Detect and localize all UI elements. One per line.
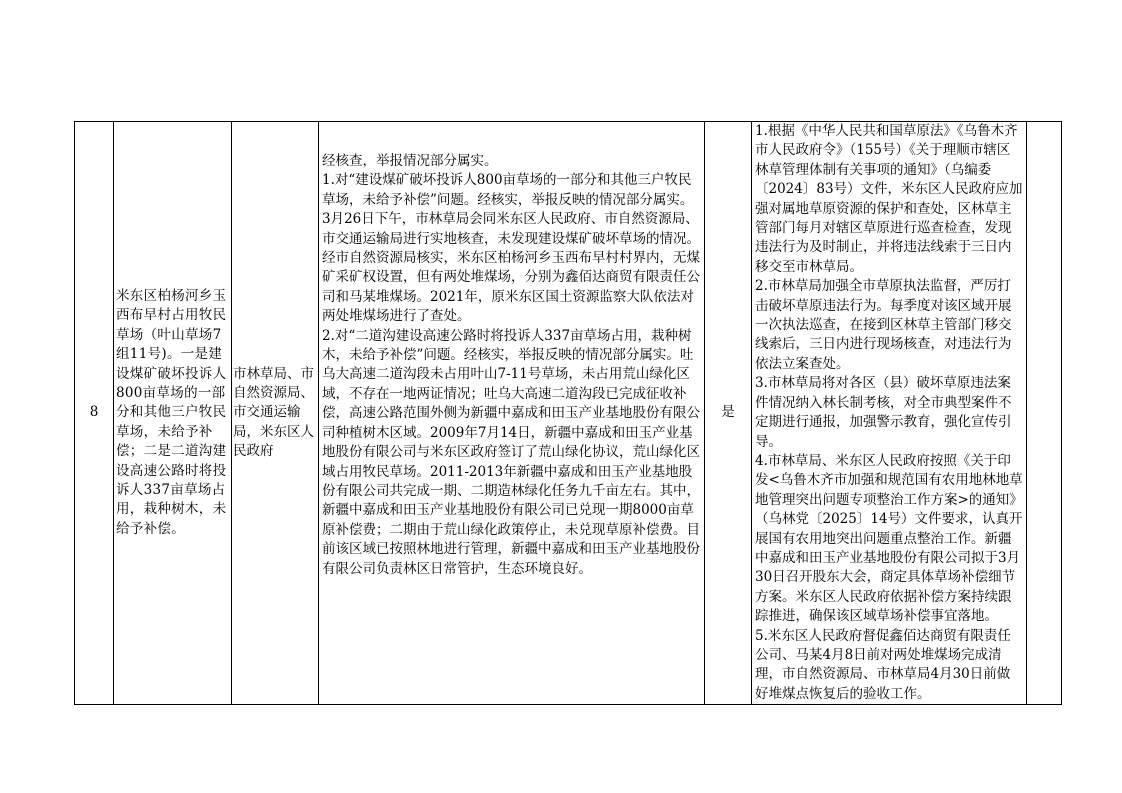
table-row (75, 122, 1062, 705)
responsible-units-cell (232, 122, 319, 705)
measure-item-4: 4.市林草局、米东区人民政府按照《关于印发<乌鲁木齐市加强和规范国有农用地林地草地管理突出问题专项整治工作方案>的通知》（乌林党〔2025〕14号）文件要求，认真开展国有农用地突出问题重点整治工作。新疆中嘉成和田玉产业基地股份有限公司拟于3月30日召开股东大会，商定具体草场补偿细节方案。米东区人民政府依据补偿方案持续跟踪推进，确保该区域草场补偿事宜落地。 (755, 452, 1023, 625)
verification-item-1: 1.对“建设煤矿破坏投诉人800亩草场的一部分和其他三户牧民草场，未给予补偿”问题。经核实，举报反映的情况部分属实。3月26日下午，市林草局会同米东区人民政府、市自然资源局、市交通运输局进行实地核查，未发现建设煤矿破坏草场的情况。经市自然资源局核实，米东区柏杨河乡玉西布早村村界内，无煤矿采矿权设置，但有两处堆煤场，分别为鑫佰达商贸有限责任公司和马某堆煤场。2021年，原米东区国土资源监察大队依法对两处堆煤场进行了查处。 (322, 172, 700, 325)
measure-item-3: 3.市林草局将对各区（县）破坏草原违法案件情况纳入林长制考核，对全市典型案件不定期进行通报，加强警示教育，强化宣传引导。 (755, 375, 1012, 450)
verification-cell (319, 122, 705, 705)
measure-item-5: 5.米东区人民政府督促鑫佰达商贸有限责任公司、马某4月8日前对两处堆煤场完成清理，市自然资源局、市林草局4月30日前做好堆煤点恢复后的验收工作。 (755, 627, 1011, 702)
measure-item-2: 2.市林草局加强全市草原执法监督，严厉打击破坏草原违法行为。每季度对该区域开展一次执法巡查，在接到区林草主管部门移交线索后，三日内进行现场核查，对违法行为依法立案查处。 (755, 278, 1012, 372)
issue-text: 米东区柏杨河乡玉西布早村占用牧民草场（叶山草场7组11号)。一是建设煤矿破坏投诉人800亩草场的一部分和其他三户牧民草场，未给予补偿；二是二道沟建设高速公路时将投诉人337亩草场占用，栽种树木，未给予补偿。 (116, 287, 227, 537)
measure-item-1: 1.根据《中华人民共和国草原法》《乌鲁木齐市人民政府令》（155号）《关于理顺市辖区林草管理体制有关事项的通知》（乌编委〔2024〕83号）文件，米东区人民政府应加强对属地草原资源的保护和查处，区林草主管部门每月对辖区草原进行巡查检查，发现违法行为及时制止，并将违法线索于三日内移交至市林草局。 (755, 123, 1023, 275)
issue-cell (114, 122, 232, 705)
row-number-cell (75, 122, 114, 705)
extra-cell (1027, 122, 1062, 705)
verification-item-2: 2.对“二道沟建设高速公路时将投诉人337亩草场占用，栽种树木，未给予补偿”问题。经核实，举报反映的情况部分属实。吐乌大高速二道沟段未占用叶山7-11号草场，未占用荒山绿化区域，不存在一地两证情况；吐乌大高速二道沟段已完成征收补偿，高速公路范围外侧为新疆中嘉成和田玉产业基地股份有限公司种植树木区域。2009年7月14日，新疆中嘉成和田玉产业基地股份有限公司与米东区政府签订了荒山绿化协议，荒山绿化区域占用牧民草场。2011-2013年新疆中嘉成和田玉产业基地股份有限公司共完成一期、二期造林绿化任务九千亩左右。其中，新疆中嘉成和田玉产业基地股份有限公司已兑现一期8000亩草原补偿费；二期由于荒山绿化政策停止，未兑现草原补偿费。目前该区域已按照林地进行管理，新疆中嘉成和田玉产业基地股份有限公司负责林区日常管护，生态环境良好。 (322, 327, 700, 577)
complaint-table (74, 121, 1062, 705)
is-true-cell (705, 122, 752, 705)
responsible-units-text: 市林草局、市自然资源局、市交通运输局，米东区人民政府 (233, 365, 314, 460)
measures-cell (752, 122, 1027, 705)
row-number: 8 (89, 404, 99, 421)
is-true-text: 是 (721, 404, 735, 421)
verification-summary: 经核查，举报情况部分属实。 (322, 153, 498, 169)
